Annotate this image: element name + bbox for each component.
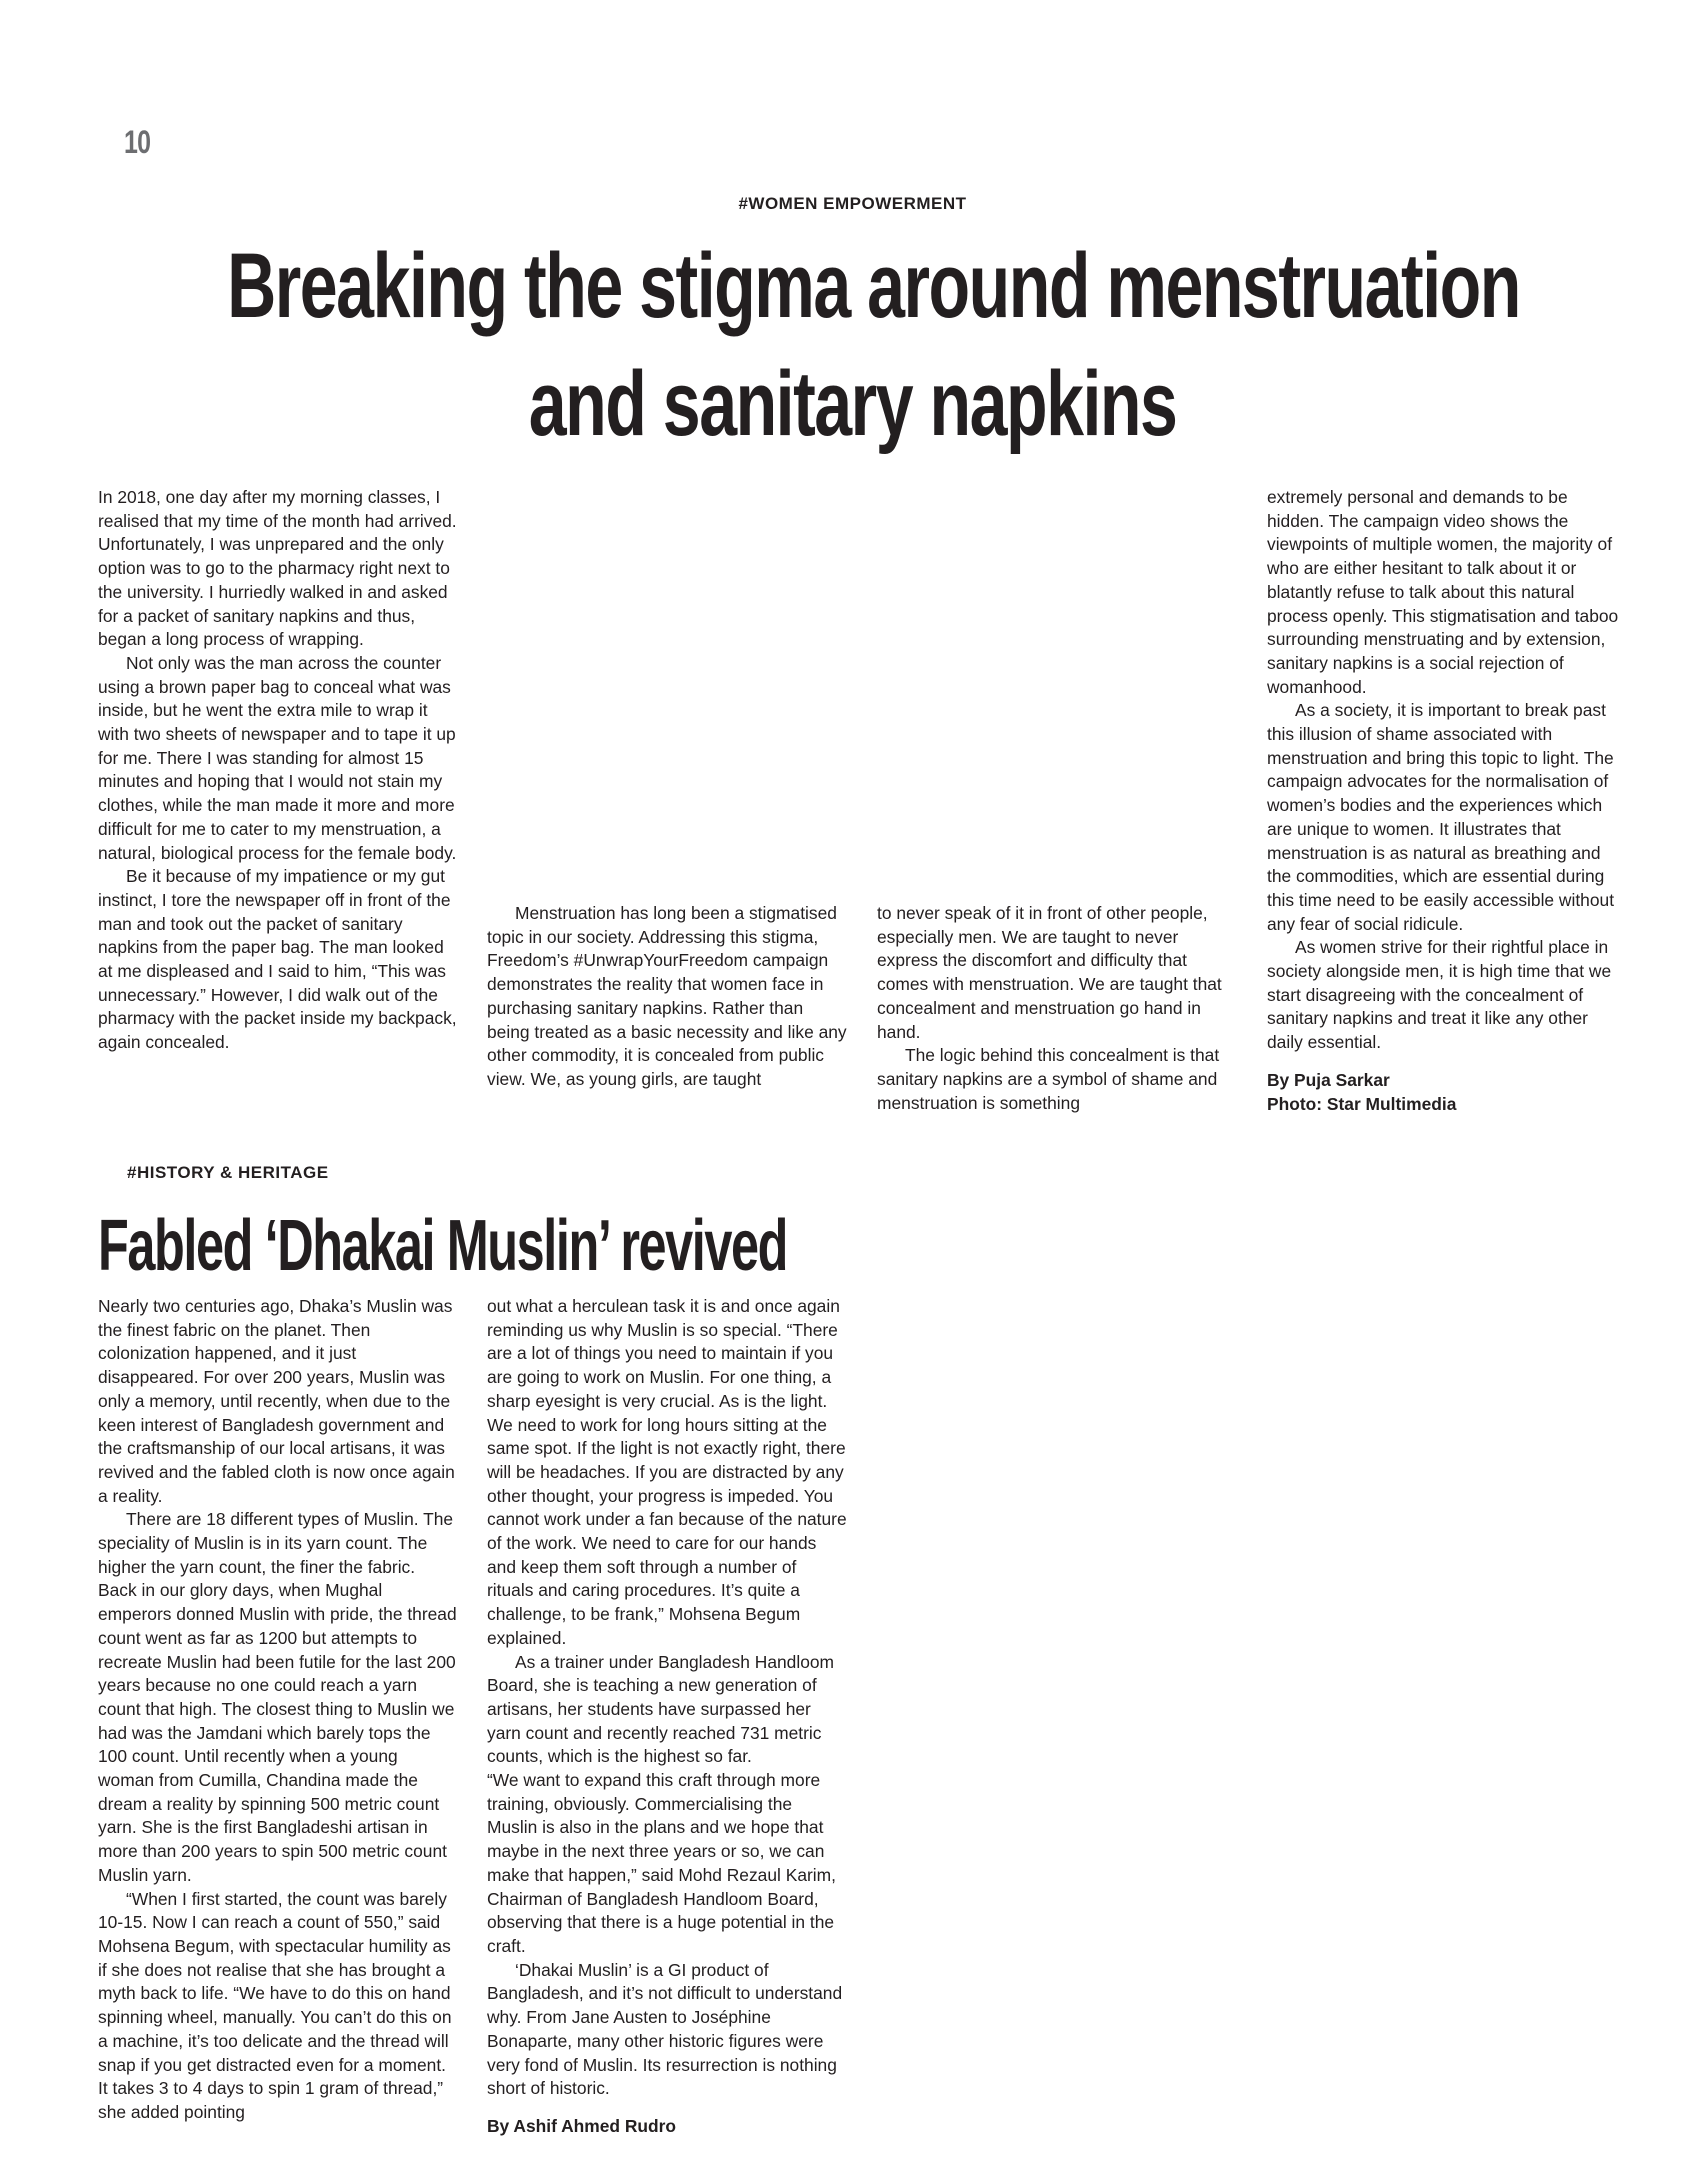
- author-byline: By Puja Sarkar: [1267, 1069, 1390, 1090]
- article2-headline: [98, 1206, 1082, 1286]
- author-byline: By Ashif Ahmed Rudro: [487, 2115, 677, 2136]
- article2-column-1: [98, 1295, 458, 2125]
- article1-column-4: [1267, 486, 1627, 1116]
- paragraph: The logic behind this concealment is that sanitary napkins are a symbol of shame and menstruation is something: [877, 1045, 1220, 1113]
- article2-column-2: [487, 1295, 847, 2139]
- paragraph: “We want to expand this craft through more training, obviously. Commercialising the Muslin is also in the plans and we hope that maybe in the next three years or so, we can make that happen,” said Mohd Rezaul Karim, Chairman of Bangladesh Handloom Board, observing that there is a huge potential in the craft.: [487, 1770, 836, 1956]
- paragraph: extremely personal and demands to be hidden. The campaign video shows the viewpoints of multiple women, the majority of who are either hesitant to talk about it or blatantly refuse to talk about this natural process openly. This stigmatisation and taboo surrounding menstruating and by extension, sanitary napkins is a social rejection of womanhood.: [1267, 487, 1619, 697]
- paragraph: In 2018, one day after my morning classes, I realised that my time of the month had arrived. Unfortunately, I was unprepared and the only option was to go to the pharmacy right next to the university. I hurriedly walked in and asked for a packet of sanitary napkins and thus, began a long process of wrapping.: [98, 487, 457, 650]
- paragraph: ‘Dhakai Muslin’ is a GI product of Bangladesh, and it’s not difficult to understand why. From Jane Austen to Joséphine Bonaparte, many other historic figures were very fond of Muslin. Its resurrection is nothing short of historic.: [487, 1959, 843, 2099]
- paragraph: There are 18 different types of Muslin. The speciality of Muslin is in its yarn count. The higher the yarn count, the finer the fabric. Back in our glory days, when Mughal emperors donned Muslin with pride, the thread count went as far as 1200 but attempts to recreate Muslin had been futile for the last 200 years because no one could reach a yarn count that high. The closest thing to Muslin we had was the Jamdani which barely tops the 100 count. Until recently when a young woman from Cumilla, Chandina made the dream a reality by spinning 500 metric count yarn. She is the first Bangladeshi artisan in more than 200 years to spin 500 metric count Muslin yarn.: [98, 1509, 457, 1885]
- headline-line-2-text: and sanitary napkins: [528, 353, 1177, 455]
- paragraph: Nearly two centuries ago, Dhaka’s Muslin was the finest fabric on the planet. Then colonization happened, and it just disappeared. For over 200 years, Muslin was only a memory, until recently, when due to the keen interest of Bangladesh government and the craftsmanship of our local artisans, it was revived and the fabled cloth is now once again a reality.: [98, 1296, 455, 1506]
- paragraph: Not only was the man across the counter using a brown paper bag to conceal what was inside, but he went the extra mile to wrap it with two sheets of newspaper and to tape it up for me. There I was standing for almost 15 minutes and hoping that I would not stain my clothes, while the man made it more and more difficult for me to cater to my menstruation, a natural, biological process for the female body.: [98, 652, 457, 863]
- article2-byline: [487, 2115, 847, 2139]
- paragraph: As a society, it is important to break past this illusion of shame associated with menstruation and bring this topic to light. The campaign advocates for the normalisation of women’s bodies and the experiences which are unique to women. It illustrates that menstruation is as natural as breathing and the commodities, which are essential during this time need to be easily accessible without any fear of social ridicule.: [1267, 700, 1615, 934]
- article1-column-3: [877, 902, 1237, 1115]
- paragraph: “When I first started, the count was barely 10-15. Now I can reach a count of 550,” said Mohsena Begum, with spectacular humility as if she does not realise that she has brought a myth back to life. “We have to do this on hand spinning wheel, manually. You can’t do this on a machine, it’s too delicate and the thread will snap if you get distracted even for a moment. It takes 3 to 4 days to spin 1 gram of thread,” she added pointing: [98, 1888, 452, 2122]
- headline-line-2: [0, 354, 1705, 454]
- paragraph: Menstruation has long been a stigmatised topic in our society. Addressing this stigma, Freedom’s #UnwrapYourFreedom campaign demonstrates the reality that women face in purchasing sanitary napkins. Rather than being treated as a basic necessity and like any other commodity, it is concealed from public view. We, as young girls, are taught: [487, 903, 847, 1089]
- paragraph: Be it because of my impatience or my gut instinct, I tore the newspaper off in front of the man and took out the packet of sanitary napkins from the paper bag. The man looked at me displeased and I said to him, “This was unnecessary.” However, I did walk out of the pharmacy with the packet inside my backpack, again concealed.: [98, 866, 457, 1053]
- article1-byline: [1267, 1069, 1627, 1116]
- headline-line-1: [0, 236, 1705, 336]
- article2-headline-text: Fabled ‘Dhakai Muslin’ revived: [98, 1206, 788, 1286]
- page-number: 10: [124, 124, 151, 160]
- article1-column-1: [98, 486, 458, 1055]
- paragraph: to never speak of it in front of other people, especially men. We are taught to never express the discomfort and difficulty that comes with menstruation. We are taught that concealment and menstruation go hand in hand.: [877, 903, 1222, 1042]
- paragraph: out what a herculean task it is and once again reminding us why Muslin is so special. “There are a lot of things you need to maintain if you are going to work on Muslin. For one thing, a sharp eyesight is very crucial. As is the light. We need to work for long hours sitting at the same spot. If the light is not exactly right, there will be headaches. If you are distracted by any other thought, your progress is impeded. You cannot work under a fan because of the nature of the work. We need to care for our hands and keep them soft through a number of rituals and caring procedures. It’s quite a challenge, to be frank,” Mohsena Begum explained.: [487, 1296, 847, 1648]
- photo-credit: Photo: Star Multimedia: [1267, 1093, 1457, 1114]
- paragraph: As a trainer under Bangladesh Handloom Board, she is teaching a new generation of artisans, her students have surpassed her yarn count and recently reached 731 metric counts, which is the highest so far.: [487, 1651, 835, 1767]
- paragraph: As women strive for their rightful place in society alongside men, it is high time that we start disagreeing with the concealment of sanitary napkins and treat it like any other daily essential.: [1267, 937, 1612, 1053]
- article1-column-2: [487, 902, 847, 1092]
- headline-line-1-text: Breaking the stigma around menstruation: [227, 235, 1520, 337]
- section-kicker-history-heritage: #HISTORY & HERITAGE: [127, 1163, 329, 1182]
- section-kicker-women-empowerment: #WOMEN EMPOWERMENT: [738, 194, 967, 213]
